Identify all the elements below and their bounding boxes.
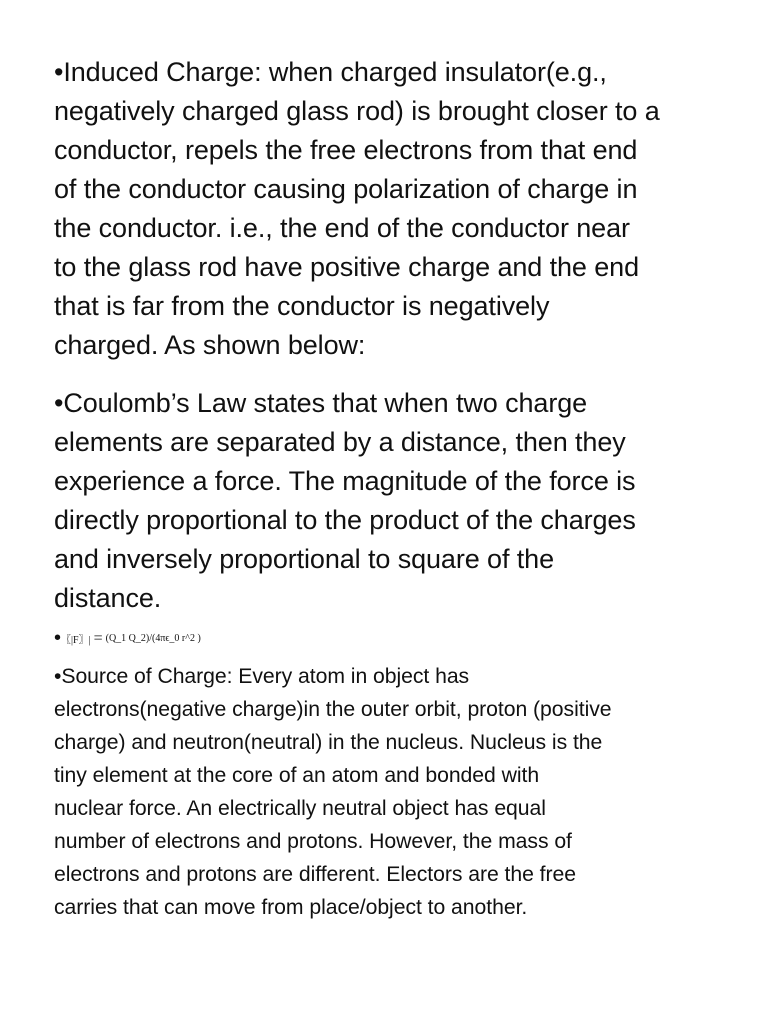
text-line: negatively charged glass rod) is brought closer to a <box>54 96 660 126</box>
text-line: charged. As shown below: <box>54 330 366 360</box>
source-of-charge-paragraph <box>54 660 612 924</box>
text-line: of the conductor causing polarization of charge in <box>54 174 638 204</box>
text-line: that is far from the conductor is negatively <box>54 291 550 321</box>
text-line: conductor, repels the free electrons from that end <box>54 135 638 165</box>
formula-bullet: • <box>54 627 62 649</box>
text-line: distance. <box>54 583 162 613</box>
text-line: •Source of Charge: Every atom in object has <box>54 665 470 688</box>
text-line: directly proportional to the product of the charges <box>54 505 636 535</box>
formula-rhs: (Q_1 Q_2)/(4πϵ_0 r^2 ) <box>105 633 201 644</box>
text-line: experience a force. The magnitude of the force is <box>54 466 636 496</box>
text-line: electrons(negative charge)in the outer orbit, proton (positive <box>54 698 612 721</box>
text-line: nuclear force. An electrically neutral object has equal <box>54 797 546 820</box>
coulomb-law-paragraph <box>54 384 636 618</box>
induced-charge-paragraph <box>54 53 660 365</box>
text-line: tiny element at the core of an atom and bonded with <box>54 764 540 787</box>
text-line: and inversely proportional to square of the <box>54 544 555 574</box>
text-line: the conductor. i.e., the end of the conductor near <box>54 213 630 243</box>
formula-lhs: 〖|F〗| <box>61 635 91 646</box>
text-line: •Induced Charge: when charged insulator(e.g., <box>54 57 607 87</box>
text-line: carries that can move from place/object to another. <box>54 896 528 919</box>
text-line: number of electrons and protons. However, the mass of <box>54 830 572 853</box>
text-line: •Coulomb’s Law states that when two charge <box>54 388 588 418</box>
text-line: elements are separated by a distance, then they <box>54 427 626 457</box>
formula-equals: = <box>93 629 103 647</box>
text-line: to the glass rod have positive charge and the end <box>54 252 640 282</box>
coulomb-formula <box>54 627 201 651</box>
text-line: electrons and protons are different. Electors are the free <box>54 863 576 886</box>
text-line: charge) and neutron(neutral) in the nucleus. Nucleus is the <box>54 731 603 754</box>
